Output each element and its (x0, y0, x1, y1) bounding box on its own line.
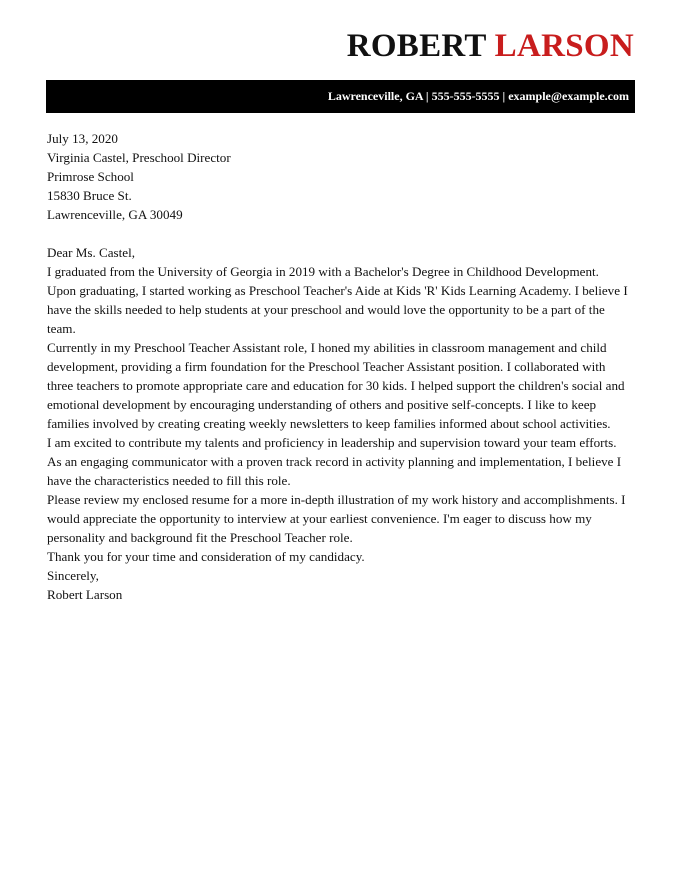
applicant-name (347, 30, 634, 63)
first-name: ROBERT (346, 28, 487, 64)
last-name: LARSON (494, 28, 634, 64)
letter-body (47, 129, 629, 604)
signature: Robert Larson (47, 587, 123, 602)
recipient-city: Lawrenceville, GA 30049 (47, 207, 183, 222)
recipient-organization: Primrose School (47, 169, 134, 184)
paragraph-experience: Currently in my Preschool Teacher Assistant role, I honed my abilities in classroom management and child development, providing a firm foundation for the Preschool Teacher Assistant position. I collaborated with three teachers to promote appropriate care and education for 30 kids. I helped support the children's social and emotional development by encouraging understanding of others and positive self-concepts. I like to keep families involved by creating creating weekly newsletters to keep families informed about school activities. (47, 340, 625, 431)
letter-date: July 13, 2020 (47, 131, 118, 146)
paragraph-skills: I am excited to contribute my talents and proficiency in leadership and supervision toward your team efforts. As an engaging communicator with a proven track record in activity planning and implementation, I believe I have the characteristics needed to fill this role. (47, 435, 622, 488)
paragraph-request: Please review my enclosed resume for a more in-depth illustration of my work history and accomplishments. I would appreciate the opportunity to interview at your earliest convenience. I'm eager to discuss how my personality and background fit the Preschool Teacher role. (47, 492, 626, 545)
paragraph-intro: I graduated from the University of Georgia in 2019 with a Bachelor's Degree in Childhood Development. Upon graduating, I started working as Preschool Teacher's Aide at Kids 'R' Kids Learning Academy. I believe I have the skills needed to help students at your preschool and would love the opportunity to be a part of the team. (47, 264, 628, 336)
contact-info: Lawrenceville, GA | 555-555-5555 | example@example.com (327, 89, 629, 103)
salutation: Dear Ms. Castel, (47, 245, 135, 260)
recipient-street: 15830 Bruce St. (47, 188, 132, 203)
closing: Sincerely, (47, 568, 99, 583)
recipient-name: Virginia Castel, Preschool Director (47, 150, 231, 165)
contact-bar (46, 80, 635, 113)
recipient-address (47, 148, 629, 224)
paragraph-thanks: Thank you for your time and consideration of my candidacy. (47, 549, 365, 564)
